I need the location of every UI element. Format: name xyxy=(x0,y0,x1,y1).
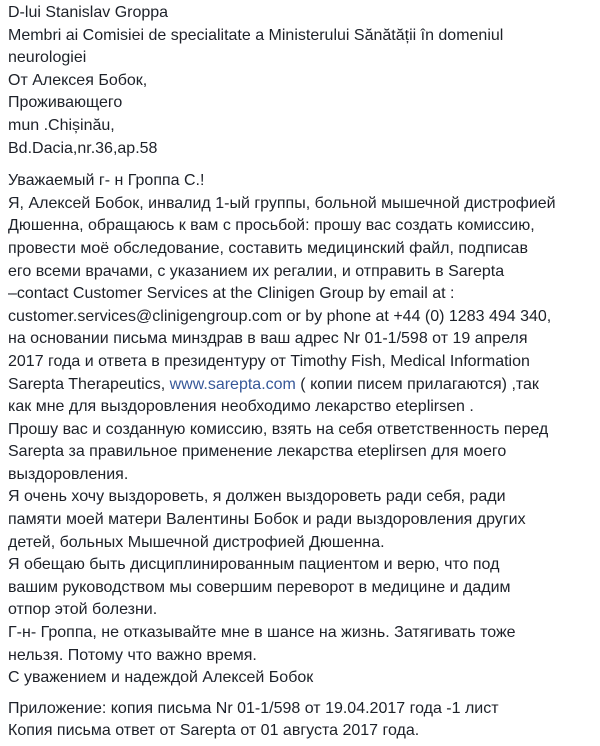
sarepta-website-link[interactable]: www.sarepta.com xyxy=(169,375,296,393)
body-line-with-link xyxy=(8,374,600,397)
sender-city: mun .Chișinău, xyxy=(8,116,115,134)
body-line: Дюшенна, обращаюсь к вам с просьбой: прошу вас создать комиссию, xyxy=(8,217,535,235)
body-line: вашим руководством мы совершим переворот в медицине и дадим xyxy=(8,578,511,596)
attachment-line: Приложение: копия письма Nr 01-1/598 от 19.04.2017 года -1 лист xyxy=(8,699,499,717)
body-line: его всеми врачами, с указанием их регалии, и отправить в Sarepta xyxy=(8,262,505,280)
letter-body xyxy=(8,170,600,690)
attachment-line: Копия письма ответ от Sarepta от 01 августа 2017 года. xyxy=(8,722,420,740)
body-line: Sarepta за правильное применение лекарства eteplirsen для моего xyxy=(8,443,507,461)
body-text: Sarepta Therapeutics, xyxy=(8,375,166,393)
body-line: памяти моей матери Валентины Бобок и ради выздоровления других xyxy=(8,511,526,529)
signature-line: С уважением и надеждой Алексей Бобок xyxy=(8,669,314,687)
body-line: Г-н- Гроппа, не отказывайте мне в шансе на жизнь. Затягивать тоже xyxy=(8,624,516,642)
body-text: ( копии писем прилагаются) ,так xyxy=(295,375,539,393)
addressee-name: D-lui Stanislav Groppa xyxy=(8,4,169,21)
body-line: Я, Алексей Бобок, инвалид 1-ый группы, больной мышечной дистрофией xyxy=(8,194,556,212)
sender-name: От Алексея Бобок, xyxy=(8,71,148,89)
body-line: customer.services@clinigengroup.com or by phone at +44 (0) 1283 494 340, xyxy=(8,307,552,325)
sender-address: Bd.Dacia,nr.36,ap.58 xyxy=(8,139,158,157)
addressee-title: Membri ai Comisiei de specialitate a Ministerului Sănătății în domeniul xyxy=(8,26,504,44)
body-line: –contact Customer Services at the Clinigen Group by email at : xyxy=(8,285,455,303)
body-line: Я очень хочу выздороветь, я должен выздороветь ради себя, ради xyxy=(8,488,506,506)
body-line: Прошу вас и созданную комиссию, взять на себя ответственность перед xyxy=(8,420,549,438)
body-line: детей, больных Мышечной дистрофией Дюшенна. xyxy=(8,533,385,551)
body-line: нельзя. Потому что важно время. xyxy=(8,646,257,664)
body-line: как мне для выздоровления необходимо лекарство eteplirsen . xyxy=(8,398,474,416)
body-line: отпор этой болезни. xyxy=(8,601,158,619)
body-line: на основании письма минздрав в ваш адрес Nr 01-1/598 от 19 апреля xyxy=(8,330,528,348)
sender-residence-label: Проживающего xyxy=(8,94,123,112)
body-line: выздоровления. xyxy=(8,465,129,483)
body-line: Я обещаю быть дисциплинированным пациентом и верю, что под xyxy=(8,556,500,574)
letter-header xyxy=(8,2,600,160)
addressee-title-cont: neurologiei xyxy=(8,49,87,67)
salutation: Уважаемый г- н Гроппа С.! xyxy=(8,172,205,190)
body-line: 2017 года и ответа в президентуру от Timothy Fish, Medical Information xyxy=(8,352,530,370)
letter-attachments xyxy=(8,698,600,743)
body-line: провести моё обследование, составить медицинский файл, подписав xyxy=(8,239,528,257)
